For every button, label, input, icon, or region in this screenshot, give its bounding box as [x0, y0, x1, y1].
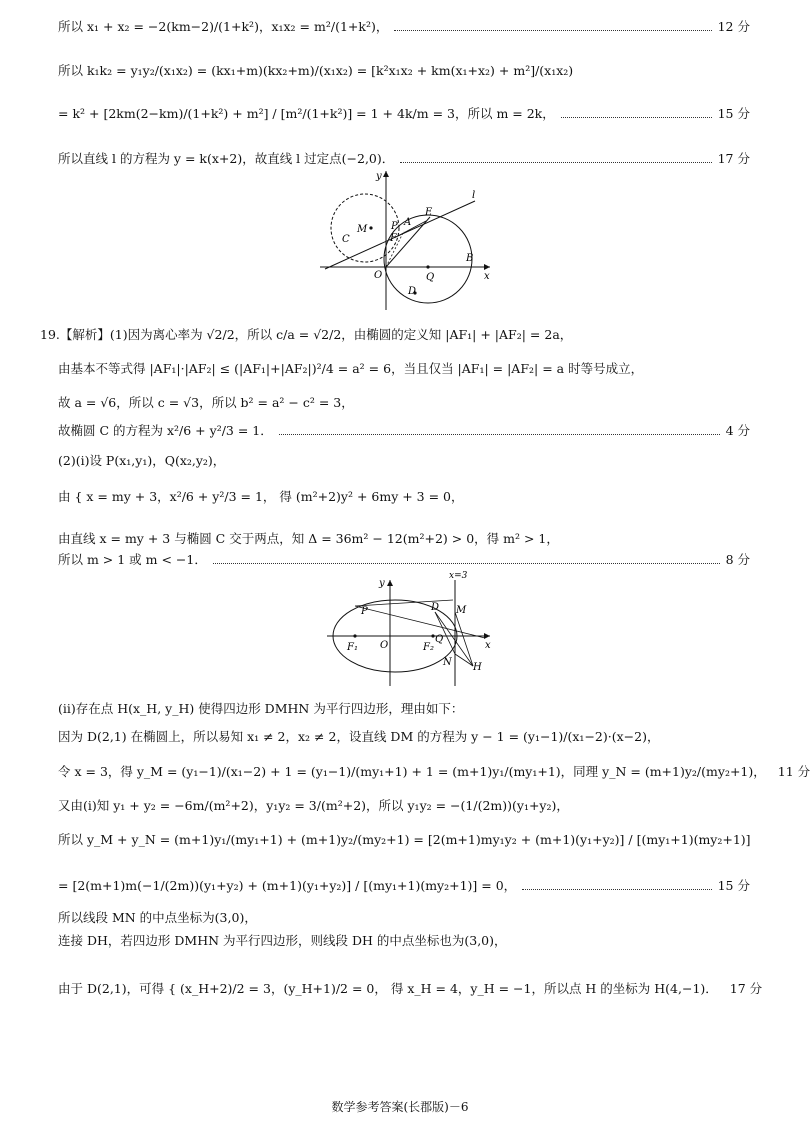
- svg-text:F₂: F₂: [423, 642, 434, 653]
- svg-text:D: D: [408, 286, 417, 297]
- svg-text:P: P: [361, 606, 368, 617]
- svg-text:F: F: [390, 233, 397, 244]
- solution-line: 所以 x₁ + x₂ = −2(km−2)/(1+k²)，x₁x₂ = m²/(1+k²)， 12 分: [58, 19, 750, 34]
- score-mark: 17 分: [717, 151, 750, 166]
- svg-text:Q: Q: [435, 634, 444, 645]
- solution-line: 故 a = √6，所以 c = √3，所以 b² = a² − c² = 3，: [58, 395, 354, 410]
- solution-line: 连接 DH，若四边形 DMHN 为平行四边形，则线段 DH 的中点坐标也为(3,0)，: [58, 933, 507, 948]
- svg-text:A: A: [404, 217, 412, 228]
- svg-text:B: B: [466, 253, 474, 264]
- solution-line: 令 x = 3，得 y_M = (y₁−1)/(x₁−2) + 1 = (y₁−1)/(my₁+1) + 1 = (m+1)y₁/(my₁+1)，同理 y_N = (m+1)y₂/(my₂+1)， 11 分: [58, 764, 810, 779]
- svg-text:H: H: [473, 662, 482, 673]
- point-f1: [353, 634, 356, 637]
- score-mark: 11 分: [777, 764, 810, 779]
- y-axis-arrow: [383, 171, 389, 177]
- solution-line: 因为 D(2,1) 在椭圆上，所以易知 x₁ ≠ 2，x₂ ≠ 2，设直线 DM 的方程为 y − 1 = (y₁−1)/(x₁−2)·(x−2)，: [58, 729, 660, 744]
- solution-line: 所以 m > 1 或 m < −1． 8 分: [58, 552, 750, 567]
- solution-line: (ⅱ)存在点 H(x_H, y_H) 使得四边形 DMHN 为平行四边形，理由如下：: [58, 701, 464, 716]
- svg-text:P: P: [391, 221, 398, 232]
- point-m: [369, 226, 372, 229]
- solution-line: 所以 k₁k₂ = y₁y₂/(x₁x₂) = (kx₁+m)(kx₂+m)/(x₁x₂) = [k²x₁x₂ + km(x₁+x₂) + m²]/(x₁x₂): [58, 63, 574, 78]
- svg-text:N: N: [443, 657, 452, 668]
- svg-text:x: x: [484, 271, 490, 282]
- svg-text:y: y: [379, 578, 385, 589]
- question-19-header: 19.【解析】(1)因为离心率为 √2/2，所以 c/a = √2/2，由椭圆的定义知 |AF₁| + |AF₂| = 2a，: [40, 327, 573, 342]
- score-mark: 4 分: [725, 423, 750, 438]
- solution-line: 故椭圆 C 的方程为 x²/6 + y²/3 = 1． 4 分: [58, 423, 750, 438]
- x-axis-arrow: [484, 264, 490, 270]
- y-axis-arrow: [387, 580, 393, 586]
- solution-line: 所以线段 MN 的中点坐标为(3,0)，: [58, 910, 257, 925]
- solution-line: = k² + [2km(2−km)/(1+k²) + m²] / [m²/(1+k²)] = 1 + 4k/m = 3，所以 m = 2k， 15 分: [58, 106, 750, 121]
- leader-dots: [279, 434, 720, 435]
- leader-dots: [394, 30, 711, 31]
- score-mark: 15 分: [717, 106, 750, 121]
- leader-dots: [400, 162, 711, 163]
- leader-dots: [561, 117, 712, 118]
- solution-line: 又由(ⅰ)知 y₁ + y₂ = −6m/(m²+2)，y₁y₂ = 3/(m²+2)，所以 y₁y₂ = −(1/(2m))(y₁+y₂)，: [58, 798, 569, 813]
- geometry-figure-1: [320, 165, 500, 315]
- leader-dots: [213, 563, 720, 564]
- score-mark: 8 分: [725, 552, 750, 567]
- point-q: [426, 265, 429, 268]
- svg-text:E: E: [425, 207, 433, 218]
- solution-line: 由于 D(2,1)，可得 { (x_H+2)/2 = 3，(y_H+1)/2 = 0， 得 x_H = 4，y_H = −1，所以点 H 的坐标为 H(4,−1)． 17 分: [58, 981, 763, 996]
- svg-text:M: M: [357, 224, 368, 235]
- solution-line: 由基本不等式得 |AF₁|·|AF₂| ≤ (|AF₁|+|AF₂|)²/4 = a² = 6，当且仅当 |AF₁| = |AF₂| = a 时等号成立，: [58, 361, 644, 376]
- geometry-figure-2: [325, 570, 495, 690]
- solution-line: (2)(ⅰ)设 P(x₁,y₁)，Q(x₂,y₂)，: [58, 453, 226, 468]
- score-mark: 12 分: [717, 19, 750, 34]
- segment-mh: [455, 612, 473, 666]
- svg-text:F₁: F₁: [347, 642, 358, 653]
- solution-line: 所以 y_M + y_N = (m+1)y₁/(my₁+1) + (m+1)y₂/(my₂+1) = [2(m+1)my₁y₂ + (m+1)(y₁+y₂)] / [(my₁+1)(my₂+1)]: [58, 832, 751, 847]
- svg-text:l: l: [472, 190, 476, 201]
- score-mark: 15 分: [717, 878, 750, 893]
- score-mark: 17 分: [729, 981, 763, 996]
- svg-text:M: M: [456, 605, 467, 616]
- svg-text:x=3: x=3: [449, 571, 468, 581]
- page-footer: 数学参考答案(长郡版)－6: [331, 1100, 469, 1114]
- solution-line: 所以直线 l 的方程为 y = k(x+2)，故直线 l 过定点(−2,0)． 17 分: [58, 151, 750, 166]
- svg-text:O: O: [374, 270, 383, 281]
- svg-text:D: D: [431, 602, 440, 613]
- svg-text:O: O: [380, 640, 389, 651]
- solution-line: 由 { x = my + 3，x²/6 + y²/3 = 1， 得 (m²+2)y² + 6my + 3 = 0，: [58, 489, 464, 504]
- segment-nh: [455, 654, 473, 666]
- svg-text:y: y: [376, 171, 382, 182]
- svg-text:x: x: [485, 640, 491, 651]
- solution-line: 由直线 x = my + 3 与椭圆 C 交于两点，知 Δ = 36m² − 12(m²+2) > 0，得 m² > 1，: [58, 531, 559, 546]
- segment-dn: [435, 612, 455, 654]
- svg-text:C: C: [342, 234, 350, 245]
- solution-line: = [2(m+1)m(−1/(2m))(y₁+y₂) + (m+1)(y₁+y₂)] / [(my₁+1)(my₂+1)] = 0， 15 分: [58, 878, 750, 893]
- leader-dots: [522, 889, 711, 890]
- svg-text:Q: Q: [426, 272, 435, 283]
